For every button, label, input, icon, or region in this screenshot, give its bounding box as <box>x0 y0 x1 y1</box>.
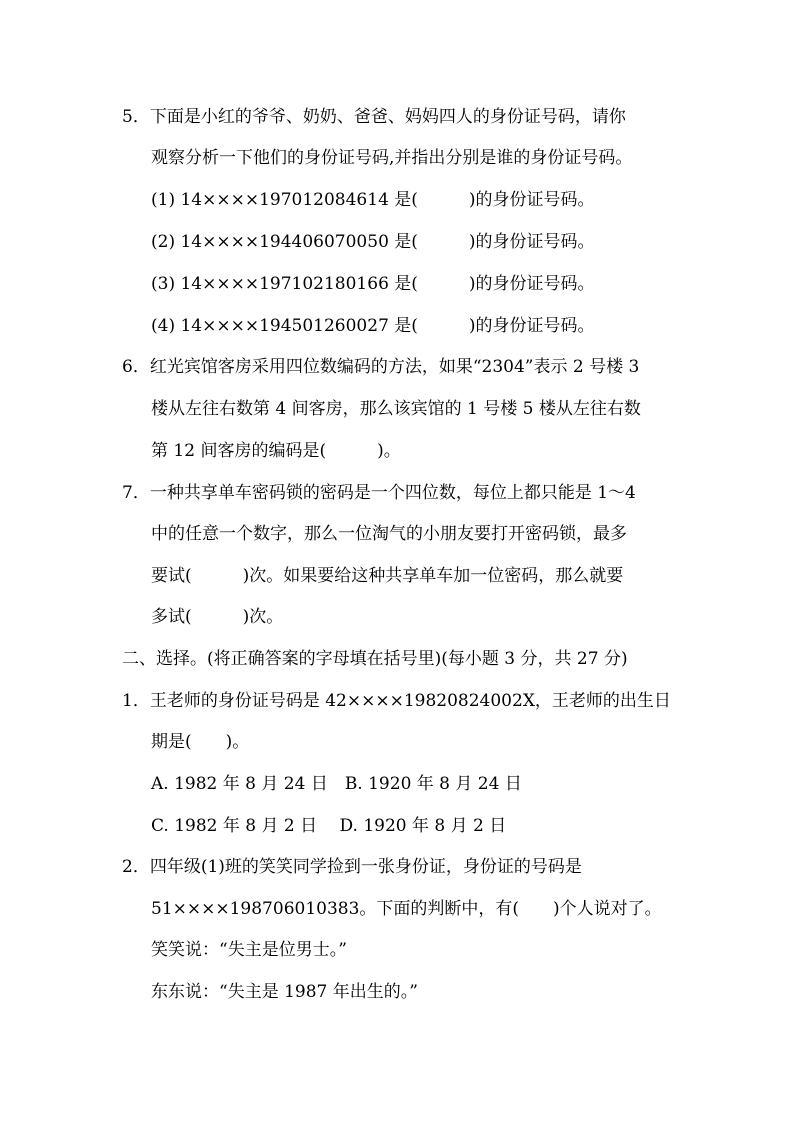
q6-number: 6． <box>122 357 150 377</box>
q5-item-1: (1) 14××××197012084614 是( )的身份证号码。 <box>151 190 595 210</box>
q7-text1: 一种共享单车密码锁的密码是一个四位数，每位上都只能是 1～4 <box>149 483 636 503</box>
q6-line3: 第 12 间客房的编码是( )。 <box>151 441 401 461</box>
q5-item-3: (3) 14××××197102180166 是( )的身份证号码。 <box>151 274 595 294</box>
q5-item-2: (2) 14××××194406070050 是( )的身份证号码。 <box>151 232 595 252</box>
s2q1-number: 1． <box>122 691 150 711</box>
s2q1-options-row2: C. 1982 年 8 月 2 日 D. 1920 年 8 月 2 日 <box>151 816 507 836</box>
q5-number: 5． <box>122 107 150 127</box>
q5-stem-line2: 观察分析一下他们的身份证号码,并指出分别是谁的身份证号码。 <box>151 148 633 168</box>
q6-line2: 楼从左往右数第 4 间客房，那么该宾馆的 1 号楼 5 楼从左往右数 <box>151 399 641 419</box>
q5-item-4: (4) 14××××194501260027 是( )的身份证号码。 <box>151 316 595 336</box>
q7-number: 7． <box>122 483 150 503</box>
s2q2-statement-1: 笑笑说：“失主是位男士。” <box>151 940 347 960</box>
q6-line1 <box>122 356 639 378</box>
q7-line3: 要试( )次。如果要给这种共享单车加一位密码，那么就要 <box>151 566 624 586</box>
q6-text1: 红光宾馆客房采用四位数编码的方法，如果“2304”表示 2 号楼 3 <box>149 357 640 377</box>
s2q1-line2: 期是( )。 <box>151 732 250 752</box>
s2q1-text1: 王老师的身份证号码是 42××××19820824002X，王老师的出生日 <box>149 691 671 711</box>
section2-heading: 二、选择。(将正确答案的字母填在括号里)(每小题 3 分，共 27 分) <box>122 649 628 669</box>
s2q2-number: 2． <box>122 857 150 877</box>
q5-stem-text1: 下面是小红的爷爷、奶奶、爸爸、妈妈四人的身份证号码，请你 <box>149 107 626 127</box>
s2q1-options-row1: A. 1982 年 8 月 24 日 B. 1920 年 8 月 24 日 <box>151 774 522 794</box>
q5-stem-line1 <box>122 106 626 128</box>
s2q2-text1: 四年级(1)班的笑笑同学捡到一张身份证，身份证的号码是 <box>149 857 582 877</box>
s2q1-line1 <box>122 690 671 712</box>
s2q2-line1 <box>122 856 582 878</box>
q7-line1 <box>122 482 636 504</box>
q7-line4: 多试( )次。 <box>151 607 284 627</box>
q7-line2: 中的任意一个数字，那么一位淘气的小朋友要打开密码锁，最多 <box>151 524 627 544</box>
s2q2-line2: 51××××198706010383。下面的判断中，有( )个人说对了。 <box>151 899 662 919</box>
s2q2-statement-2: 东东说：“失主是 1987 年出生的。” <box>151 982 418 1002</box>
